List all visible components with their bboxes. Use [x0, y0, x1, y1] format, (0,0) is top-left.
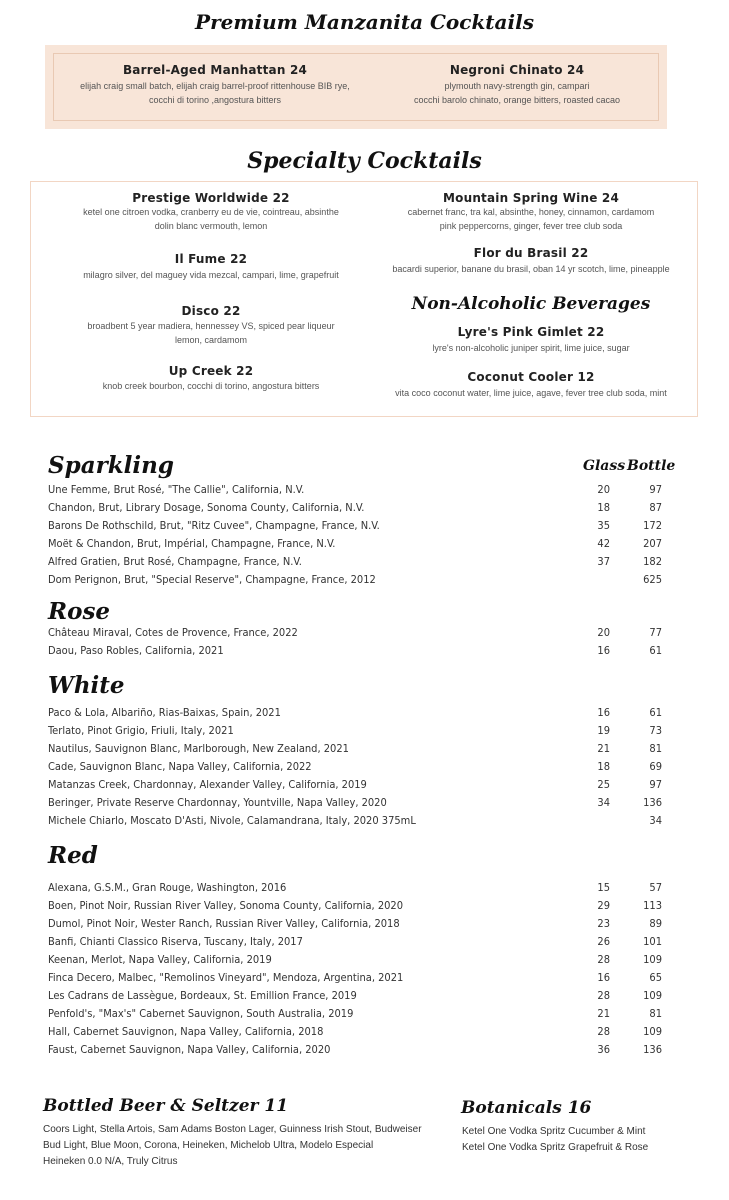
bottle-price: 87 [649, 501, 662, 514]
wine-name: Beringer, Private Reserve Chardonnay, Yountville, Napa Valley, 2020 [48, 796, 387, 809]
beer-list [43, 1122, 453, 1170]
bottle-price: 65 [649, 971, 662, 984]
bottle-price: 182 [643, 555, 662, 568]
beverage-description: lyre's non-alcoholic juniper spirit, lime juice, sugar [432, 343, 630, 353]
glass-price: 36 [597, 1043, 610, 1056]
wine-row [48, 706, 668, 724]
glass-price: 21 [597, 1007, 610, 1020]
wine-name: Michele Chiarlo, Moscato D'Asti, Nivole, Calamandrana, Italy, 2020 375mL [48, 814, 416, 827]
wine-row [48, 1043, 668, 1061]
cocktail-description: bacardi superior, banane du brasil, oban 14 yr scotch, lime, pineapple [392, 264, 670, 274]
glass-price: 15 [597, 881, 610, 894]
wine-row [48, 626, 668, 644]
beverage-description: vita coco coconut water, lime juice, agave, fever tree club soda, mint [395, 388, 667, 398]
wine-row [48, 1025, 668, 1043]
glass-price: 26 [597, 935, 610, 948]
non-alcoholic-title: Non-Alcoholic Beverages [411, 294, 651, 314]
cocktail-description: knob creek bourbon, cocchi di torino, angostura bitters [102, 381, 320, 391]
cocktail-description: pink peppercorns, ginger, fever tree club soda [439, 221, 623, 231]
wine-row [48, 935, 668, 953]
bottle-price: 57 [649, 881, 662, 894]
wine-row [48, 501, 668, 519]
cocktail-description: elijah craig small batch, elijah craig barrel-proof rittenhouse BIB rye, [80, 81, 350, 91]
glass-price: 25 [597, 778, 610, 791]
cocktail-name: Disco 22 [181, 304, 241, 318]
premium-title: Premium Manzanita Cocktails [195, 10, 534, 34]
bottle-price: 97 [649, 483, 662, 496]
wine-name: Penfold's, "Max's" Cabernet Sauvignon, South Australia, 2019 [48, 1007, 354, 1020]
white-title: White [48, 672, 125, 699]
bottle-price: 109 [643, 989, 662, 1002]
wine-name: Keenan, Merlot, Napa Valley, California, 2019 [48, 953, 272, 966]
wine-row [48, 644, 668, 662]
premium-cocktails-box [45, 45, 667, 129]
cocktail-name: Il Fume 22 [174, 252, 248, 266]
beer-line: Bud Light, Blue Moon, Corona, Heineken, Michelob Ultra, Modelo Especial [43, 1140, 374, 1151]
glass-price: 18 [597, 501, 610, 514]
cocktail-description: cocchi barolo chinato, orange bitters, roasted cacao [413, 95, 621, 105]
wine-row [48, 953, 668, 971]
bottle-price: 73 [649, 724, 662, 737]
botanical-line: Ketel One Vodka Spritz Grapefruit & Rose [462, 1142, 649, 1153]
cocktail-name: Mountain Spring Wine 24 [442, 191, 620, 205]
glass-price: 16 [597, 971, 610, 984]
glass-price: 23 [597, 917, 610, 930]
wine-row [48, 814, 668, 832]
glass-price: 20 [597, 483, 610, 496]
glass-price: 35 [597, 519, 610, 532]
specialty-item [61, 364, 361, 393]
wine-name: Alexana, G.S.M., Gran Rouge, Washington, 2016 [48, 881, 287, 894]
specialty-item [61, 191, 361, 233]
wine-name: Alfred Gratien, Brut Rosé, Champagne, France, N.V. [48, 555, 302, 568]
non-alcoholic-item [381, 325, 681, 355]
wine-name: Terlato, Pinot Grigio, Friuli, Italy, 2021 [48, 724, 234, 737]
cocktail-description: cabernet franc, tra kal, absinthe, honey, cinnamon, cardamom [407, 207, 655, 217]
bottle-price: 81 [649, 1007, 662, 1020]
glass-price: 28 [597, 1025, 610, 1038]
glass-price: 16 [597, 644, 610, 657]
wine-name: Dom Perignon, Brut, "Special Reserve", Champagne, France, 2012 [48, 573, 376, 586]
wine-name: Nautilus, Sauvignon Blanc, Marlborough, New Zealand, 2021 [48, 742, 349, 755]
bottle-price: 69 [649, 760, 662, 773]
red-title: Red [48, 842, 98, 869]
wine-name: Boen, Pinot Noir, Russian River Valley, Sonoma County, California, 2020 [48, 899, 404, 912]
wine-row [48, 519, 668, 537]
wine-name: Faust, Cabernet Sauvignon, Napa Valley, California, 2020 [48, 1043, 331, 1056]
cocktail-description: cocchi di torino ,angostura bitters [148, 95, 282, 105]
botanical-line: Ketel One Vodka Spritz Cucumber & Mint [462, 1126, 646, 1137]
wine-row [48, 483, 668, 501]
specialty-item [381, 191, 681, 233]
cocktail-description: dolin blanc vermouth, lemon [154, 221, 268, 231]
bottle-price: 113 [643, 899, 662, 912]
wine-row [48, 881, 668, 899]
premium-item [377, 63, 657, 107]
botanicals-title: Botanicals 16 [461, 1098, 592, 1118]
wine-row [48, 760, 668, 778]
beer-line: Heineken 0.0 N/A, Truly Citrus [43, 1156, 178, 1167]
bottle-price: 81 [649, 742, 662, 755]
wine-name: Cade, Sauvignon Blanc, Napa Valley, California, 2022 [48, 760, 312, 773]
bottle-price: 109 [643, 1025, 662, 1038]
wine-row [48, 971, 668, 989]
glass-price: 28 [597, 953, 610, 966]
wine-row [48, 742, 668, 760]
cocktail-description: ketel one citroen vodka, cranberry eu de vie, cointreau, absinthe [83, 207, 339, 217]
glass-price: 37 [597, 555, 610, 568]
wine-name: Moët & Chandon, Brut, Impérial, Champagne, France, N.V. [48, 537, 336, 550]
wine-row [48, 724, 668, 742]
glass-price: 34 [597, 796, 610, 809]
bottle-price: 61 [649, 644, 662, 657]
wine-row [48, 778, 668, 796]
non-alcoholic-item [381, 370, 681, 400]
cocktail-name: Negroni Chinato 24 [449, 63, 585, 77]
bottle-price: 136 [643, 796, 662, 809]
bottle-price: 207 [643, 537, 662, 550]
specialty-cocktails-box [30, 181, 698, 417]
bottle-price: 77 [649, 626, 662, 639]
bottle-price: 34 [649, 814, 662, 827]
beer-line: Coors Light, Stella Artois, Sam Adams Boston Lager, Guinness Irish Stout, Budweiser [43, 1124, 422, 1135]
specialty-item [61, 252, 361, 282]
glass-price: 21 [597, 742, 610, 755]
wine-row [48, 573, 668, 591]
bottle-price: 101 [643, 935, 662, 948]
wine-name: Barons De Rothschild, Brut, "Ritz Cuvee", Champagne, France, N.V. [48, 519, 380, 532]
wine-name: Daou, Paso Robles, California, 2021 [48, 644, 224, 657]
wine-row [48, 917, 668, 935]
wine-name: Hall, Cabernet Sauvignon, Napa Valley, California, 2018 [48, 1025, 324, 1038]
beverage-name: Lyre's Pink Gimlet 22 [457, 325, 605, 339]
wine-row [48, 989, 668, 1007]
wine-row [48, 899, 668, 917]
wine-name: Matanzas Creek, Chardonnay, Alexander Valley, California, 2019 [48, 778, 367, 791]
bottle-price: 136 [643, 1043, 662, 1056]
bottle-price: 625 [643, 573, 662, 586]
wine-name: Chandon, Brut, Library Dosage, Sonoma County, California, N.V. [48, 501, 365, 514]
cocktail-description: milagro silver, del maguey vida mezcal, campari, lime, grapefruit [83, 270, 339, 280]
glass-price: 19 [597, 724, 610, 737]
wine-name: Château Miraval, Cotes de Provence, France, 2022 [48, 626, 298, 639]
glass-price: 16 [597, 706, 610, 719]
beverage-name: Coconut Cooler 12 [467, 370, 595, 384]
cocktail-name: Prestige Worldwide 22 [132, 191, 290, 205]
bottle-price: 109 [643, 953, 662, 966]
wine-row [48, 1007, 668, 1025]
bottle-price: 172 [643, 519, 662, 532]
bottle-price: 61 [649, 706, 662, 719]
glass-price: 28 [597, 989, 610, 1002]
wine-row [48, 537, 668, 555]
wine-name: Une Femme, Brut Rosé, "The Callie", California, N.V. [48, 483, 305, 496]
bottle-price: 97 [649, 778, 662, 791]
sparkling-title: Sparkling [48, 452, 174, 479]
premium-item [65, 63, 365, 107]
wine-row [48, 796, 668, 814]
wine-name: Les Cadrans de Lassègue, Bordeaux, St. Emillion France, 2019 [48, 989, 357, 1002]
botanicals-list [462, 1124, 722, 1156]
specialty-title: Specialty Cocktails [247, 148, 482, 174]
cocktail-description: broadbent 5 year madiera, hennessey VS, spiced pear liqueur [87, 321, 335, 331]
beer-title: Bottled Beer & Seltzer 11 [43, 1096, 289, 1116]
wine-name: Paco & Lola, Albariño, Rias-Baixas, Spain, 2021 [48, 706, 281, 719]
wine-row [48, 555, 668, 573]
wine-name: Finca Decero, Malbec, "Remolinos Vineyard", Mendoza, Argentina, 2021 [48, 971, 404, 984]
cocktail-name: Barrel-Aged Manhattan 24 [122, 63, 308, 77]
wine-name: Banfi, Chianti Classico Riserva, Tuscany, Italy, 2017 [48, 935, 303, 948]
cocktail-name: Flor du Brasil 22 [473, 246, 589, 260]
specialty-item [61, 304, 361, 347]
glass-price: 18 [597, 760, 610, 773]
specialty-item [381, 246, 681, 276]
glass-price: 42 [597, 537, 610, 550]
cocktail-description: lemon, cardamom [174, 335, 248, 345]
glass-column-header: Glass [583, 458, 626, 474]
bottle-column-header: Bottle [627, 458, 676, 474]
wine-name: Dumol, Pinot Noir, Wester Ranch, Russian River Valley, California, 2018 [48, 917, 400, 930]
bottle-price: 89 [649, 917, 662, 930]
cocktail-name: Up Creek 22 [168, 364, 254, 378]
glass-price: 20 [597, 626, 610, 639]
glass-price: 29 [597, 899, 610, 912]
rose-title: Rose [48, 598, 111, 625]
cocktail-description: plymouth navy-strength gin, campari [444, 81, 590, 91]
